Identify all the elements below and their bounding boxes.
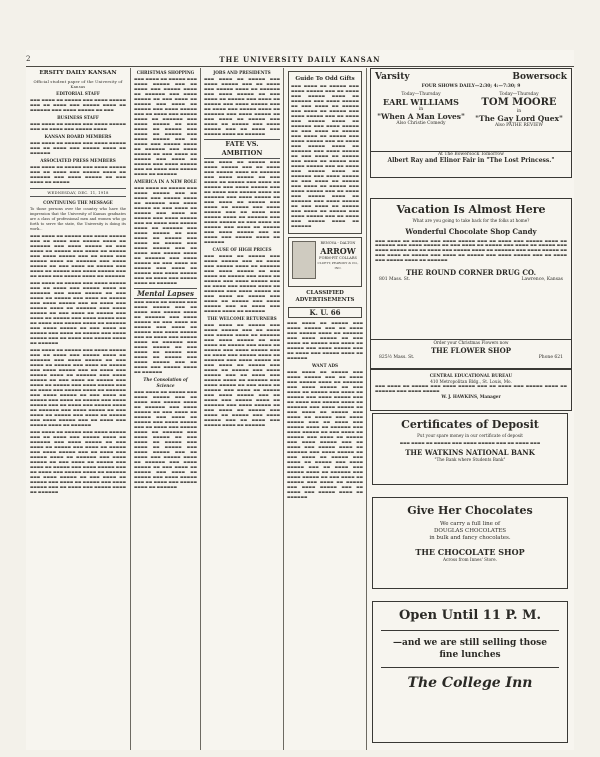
drug-store-name: THE ROUND CORNER DRUG CO. (405, 268, 537, 278)
lunch-tagline: —and we are still selling those fine lunches (393, 638, 547, 660)
classified-body: ▬▬▬ ▬▬▬▬ ▬▬ ▬▬▬▬▬ ▬▬▬ ▬▬▬▬ ▬▬▬▬▬ ▬▬▬ ▬▬ ▬▬▬▬ ▬▬▬ ▬▬▬▬▬ ▬▬▬▬ ▬▬ ▬▬▬▬▬▬ ▬▬▬ ▬▬▬▬ ▬▬▬▬▬ ▬▬ ▬▬▬ ▬▬▬▬ ▬▬ ▬▬▬▬▬ ▬▬▬ ▬▬▬▬ ▬▬ ▬▬▬▬▬ ▬▬▬ ▬▬▬▬ ▬▬▬▬▬ ▬▬▬ ▬▬ ▬▬▬▬ ▬▬▬ ▬▬▬▬▬ ▬▬▬▬ ▬▬ ▬▬▬▬▬▬ ▬▬▬ ▬▬▬▬ ▬▬▬▬▬ ▬▬ ▬▬▬ ▬▬▬▬ ▬▬ ▬▬▬▬▬ ▬▬▬ ▬▬▬▬ ▬▬ ▬▬▬▬▬ ▬▬▬ ▬▬▬▬ ▬▬▬▬▬ ▬▬▬ ▬▬ ▬▬▬▬ ▬▬▬ ▬▬▬▬▬ ▬▬▬▬ ▬▬ ▬▬▬▬▬▬ ▬▬▬ ▬▬▬▬ ▬▬▬▬▬ ▬▬ ▬▬▬ ▬▬▬▬ ▬▬ ▬▬▬▬▬ ▬▬▬ ▬▬▬▬ ▬▬ ▬▬▬▬▬ ▬▬▬ ▬▬▬▬ ▬▬▬▬▬ ▬▬▬ ▬▬ ▬▬▬▬ ▬▬▬ ▬▬▬▬▬ ▬▬▬▬ ▬▬ ▬▬▬▬▬▬ ▬▬▬ ▬▬▬▬ ▬▬▬▬▬ ▬▬ ▬▬▬ ▬▬▬▬ ▬▬ ▬▬▬▬▬ ▬▬▬ ▬▬▬▬ ▬▬ ▬▬▬▬▬ ▬▬▬ ▬▬▬▬ ▬▬▬▬▬ ▬▬▬ ▬▬ ▬▬▬▬ ▬▬▬ ▬▬▬▬▬ ▬▬▬▬ ▬▬ ▬▬▬▬▬▬ ▬▬▬ ▬▬▬▬ ▬▬▬▬▬ ▬▬ ▬▬▬ ▬▬▬▬ ▬▬ ▬▬▬▬▬ ▬▬▬ ▬▬▬▬ ▬▬ ▬▬▬▬▬ ▬▬▬ ▬▬▬▬ ▬▬▬▬▬ ▬▬▬ ▬▬ ▬▬▬▬ ▬▬▬ ▬▬▬▬▬ ▬▬▬▬ ▬▬ ▬▬▬▬▬▬ (287, 370, 363, 499)
article-headline: JOBS AND PRESIDENTS (213, 70, 271, 75)
article-body: ▬▬▬ ▬▬▬▬ ▬▬ ▬▬▬▬▬ ▬▬▬ ▬▬▬▬ ▬▬▬▬▬ ▬▬▬ ▬▬ ▬▬▬▬ ▬▬▬ ▬▬▬▬▬ ▬▬▬▬ ▬▬ ▬▬▬▬▬▬ ▬▬▬ ▬▬▬▬ ▬▬▬▬▬ ▬▬ ▬▬▬ ▬▬▬▬ ▬▬ ▬▬▬▬▬ ▬▬▬ ▬▬▬▬ ▬▬ ▬▬▬▬▬ ▬▬▬ ▬▬▬▬ ▬▬▬▬▬ ▬▬▬ ▬▬ ▬▬▬▬ ▬▬▬ ▬▬▬▬▬ ▬▬▬▬ ▬▬ ▬▬▬▬▬▬ ▬▬▬ ▬▬▬▬ ▬▬▬▬▬ ▬▬ ▬▬▬ ▬▬▬▬ ▬▬ ▬▬▬▬▬ ▬▬▬ ▬▬▬▬ ▬▬ ▬▬▬▬▬ ▬▬▬ ▬▬▬▬ ▬▬▬▬▬ ▬▬▬ ▬▬ ▬▬▬▬ ▬▬▬ ▬▬▬▬▬ ▬▬▬▬ ▬▬ ▬▬▬▬▬▬ (204, 77, 280, 136)
section-heading: EDITORIAL STAFF (56, 91, 100, 96)
christie-comedy: Also Christie Comedy (396, 121, 446, 126)
bureau-body: ▬▬▬ ▬▬▬▬ ▬▬ ▬▬▬▬▬ ▬▬▬ ▬▬▬▬ ▬▬▬▬▬ ▬▬▬ ▬▬ ▬▬▬▬ ▬▬▬ ▬▬▬▬▬ ▬▬▬▬ ▬▬ ▬▬▬▬▬▬ ▬▬▬ ▬▬▬▬ ▬▬▬▬▬ (375, 384, 567, 393)
college-inn-name: The College Inn (407, 675, 533, 691)
classified-body: ▬▬▬ ▬▬▬▬ ▬▬ ▬▬▬▬▬ ▬▬▬ ▬▬▬▬ ▬▬▬▬▬ ▬▬▬ ▬▬ ▬▬▬▬ ▬▬▬ ▬▬▬▬▬ ▬▬▬▬ ▬▬ ▬▬▬▬▬▬ ▬▬▬ ▬▬▬▬ ▬▬▬▬▬ ▬▬ ▬▬▬ ▬▬▬▬ ▬▬ ▬▬▬▬▬ ▬▬▬ ▬▬▬▬ ▬▬ ▬▬▬▬▬ ▬▬▬ ▬▬▬▬ ▬▬▬▬▬ ▬▬▬ ▬▬ ▬▬▬▬ ▬▬▬ ▬▬▬▬▬ ▬▬▬▬ ▬▬ ▬▬▬▬▬▬ (287, 321, 363, 360)
section-heading: KANSAN BOARD MEMBERS (44, 134, 112, 139)
article-body: ▬▬▬ ▬▬▬▬ ▬▬ ▬▬▬▬▬ ▬▬▬ ▬▬▬▬ ▬▬▬▬▬ ▬▬▬ ▬▬ ▬▬▬▬ ▬▬▬ ▬▬▬▬▬ ▬▬▬▬ ▬▬ ▬▬▬▬▬▬ ▬▬▬ ▬▬▬▬ ▬▬▬▬▬ ▬▬ ▬▬▬ ▬▬▬▬ ▬▬ ▬▬▬▬▬ ▬▬▬ ▬▬▬▬ ▬▬ ▬▬▬▬▬ ▬▬▬ ▬▬▬▬ ▬▬▬▬▬ ▬▬▬ ▬▬ ▬▬▬▬ ▬▬▬ ▬▬▬▬▬ ▬▬▬▬ ▬▬ ▬▬▬▬▬▬ ▬▬▬ ▬▬▬▬ ▬▬▬▬▬ ▬▬ ▬▬▬ ▬▬▬▬ ▬▬ ▬▬▬▬▬ ▬▬▬ ▬▬▬▬ ▬▬ ▬▬▬▬▬ ▬▬▬ ▬▬▬▬ ▬▬▬▬▬ ▬▬▬ ▬▬ ▬▬▬▬ ▬▬▬ ▬▬▬▬▬ ▬▬▬▬ ▬▬ ▬▬▬▬▬▬ ▬▬▬ ▬▬▬▬ ▬▬▬▬▬ ▬▬ ▬▬▬ ▬▬▬▬ ▬▬ ▬▬▬▬▬ ▬▬▬ ▬▬▬▬ ▬▬ ▬▬▬▬▬ ▬▬▬ ▬▬▬▬ ▬▬▬▬▬ ▬▬▬ ▬▬ ▬▬▬▬ ▬▬▬ ▬▬▬▬▬ ▬▬▬▬ ▬▬ ▬▬▬▬▬▬ (134, 186, 197, 285)
column-divider (130, 68, 131, 750)
column-divider (366, 68, 367, 750)
vacation-headline: Vacation Is Almost Here (396, 203, 546, 216)
verse-body: ▬▬▬ ▬▬▬▬ ▬▬ ▬▬▬▬▬ ▬▬▬ ▬▬▬▬ ▬▬▬▬▬ ▬▬▬ ▬▬ ▬▬▬▬ ▬▬▬ ▬▬▬▬▬ ▬▬▬▬ ▬▬ ▬▬▬▬▬▬ ▬▬▬ ▬▬▬▬ ▬▬▬▬▬ ▬▬ ▬▬▬ ▬▬▬▬ ▬▬ ▬▬▬▬▬ ▬▬▬ ▬▬▬▬ ▬▬ ▬▬▬▬▬ ▬▬▬ ▬▬▬▬ ▬▬▬▬▬ ▬▬▬ ▬▬ ▬▬▬▬ ▬▬▬ ▬▬▬▬▬ ▬▬▬▬ ▬▬ ▬▬▬▬▬▬ ▬▬▬ ▬▬▬▬ ▬▬▬▬▬ ▬▬ ▬▬▬ ▬▬▬▬ ▬▬ ▬▬▬▬▬ ▬▬▬ ▬▬▬▬ ▬▬ ▬▬▬▬▬ ▬▬▬ ▬▬▬▬ ▬▬▬▬▬ ▬▬▬ ▬▬ ▬▬▬▬ ▬▬▬ ▬▬▬▬▬ ▬▬▬▬ ▬▬ ▬▬▬▬▬▬ ▬▬▬ ▬▬▬▬ ▬▬▬▬▬ ▬▬ ▬▬▬ ▬▬▬▬ ▬▬ ▬▬▬▬▬ ▬▬▬ ▬▬▬▬ ▬▬ ▬▬▬▬▬ ▬▬▬ ▬▬▬▬ ▬▬▬▬▬ ▬▬▬ ▬▬ ▬▬▬▬ ▬▬▬ ▬▬▬▬▬ ▬▬▬▬ ▬▬ ▬▬▬▬▬▬ (134, 390, 197, 489)
pathe-review: Also PATHE REVIEW (494, 123, 543, 128)
chocolate-shop-address: Across from Innes' Store. (443, 557, 497, 562)
deposit-body: ▬▬▬ ▬▬▬▬ ▬▬ ▬▬▬▬▬ ▬▬▬ ▬▬▬▬ ▬▬▬▬▬ ▬▬▬ ▬▬ ▬▬▬▬ ▬▬▬ (399, 440, 541, 445)
editorial-body: ▬▬▬ ▬▬▬▬ ▬▬ ▬▬▬▬▬ ▬▬▬ ▬▬▬▬ ▬▬▬▬▬ ▬▬▬ ▬▬ ▬▬▬▬ ▬▬▬ ▬▬▬▬▬ ▬▬▬▬ ▬▬ ▬▬▬▬▬▬ ▬▬▬ ▬▬▬▬ ▬▬▬▬▬ ▬▬ ▬▬▬ ▬▬▬▬ ▬▬ ▬▬▬▬▬ ▬▬▬ ▬▬▬▬ ▬▬ ▬▬▬▬▬ ▬▬▬ ▬▬▬▬ ▬▬▬▬▬ ▬▬▬ ▬▬ ▬▬▬▬ ▬▬▬ ▬▬▬▬▬ ▬▬▬▬ ▬▬ ▬▬▬▬▬▬ ▬▬▬ ▬▬▬▬ ▬▬▬▬▬ ▬▬ ▬▬▬ ▬▬▬▬ ▬▬ ▬▬▬▬▬ ▬▬▬ ▬▬▬▬ ▬▬ ▬▬▬▬▬ ▬▬▬ ▬▬▬▬ ▬▬▬▬▬ ▬▬▬ ▬▬ ▬▬▬▬ ▬▬▬ ▬▬▬▬▬ ▬▬▬▬ ▬▬ ▬▬▬▬▬▬ (30, 234, 126, 278)
open-hours-headline: Open Until 11 P. M. (398, 608, 542, 623)
show-times: FOUR SHOWS DAILY—2:30; 4:—7:30; 9 (421, 84, 521, 89)
section-heading: ASSOCIATED PRESS MEMBERS (40, 158, 116, 163)
today-label: Today—Thursday (401, 92, 441, 97)
bank-slogan: "The Bank where Students Bank" (434, 457, 506, 463)
flower-address: 825½ Mass. St. (379, 354, 415, 360)
flower-order-line: Order your Christmas Flowers now (433, 340, 509, 345)
chocolate-shop-ad (372, 497, 568, 589)
article-headline: THE WELCOME RETURNERS (207, 316, 277, 321)
bureau-name: CENTRAL EDUCATIONAL BUREAU (429, 373, 513, 378)
gift-guide-box (288, 71, 362, 234)
article-body: ▬▬▬ ▬▬▬▬ ▬▬ ▬▬▬▬▬ ▬▬▬ ▬▬▬▬ ▬▬▬▬▬ ▬▬▬ ▬▬ ▬▬▬▬ ▬▬▬ ▬▬▬▬▬ ▬▬▬▬ ▬▬ ▬▬▬▬▬▬ ▬▬▬ ▬▬▬▬ ▬▬▬▬▬ ▬▬ ▬▬▬ ▬▬▬▬ ▬▬ ▬▬▬▬▬ ▬▬▬ ▬▬▬▬ ▬▬ ▬▬▬▬▬ ▬▬▬ ▬▬▬▬ ▬▬▬▬▬ ▬▬▬ ▬▬ ▬▬▬▬ ▬▬▬ ▬▬▬▬▬ ▬▬▬▬ ▬▬ ▬▬▬▬▬▬ ▬▬▬ ▬▬▬▬ ▬▬▬▬▬ ▬▬ ▬▬▬ ▬▬▬▬ ▬▬ ▬▬▬▬▬ ▬▬▬ ▬▬▬▬ ▬▬ ▬▬▬▬▬ ▬▬▬ ▬▬▬▬ ▬▬▬▬▬ ▬▬▬ ▬▬ ▬▬▬▬ ▬▬▬ ▬▬▬▬▬ ▬▬▬▬ ▬▬ ▬▬▬▬▬▬ (204, 254, 280, 313)
today-label: Today—Thursday (499, 92, 539, 97)
flower-phone: Phone 621 (538, 354, 563, 360)
drug-store-city: Lawrence, Kansas (521, 277, 563, 283)
page-number: 2 (26, 55, 32, 63)
arrow-collar-ad (288, 237, 362, 287)
article-headline: AMERICA IN A NEW ROLE (134, 179, 197, 184)
date-line: WEDNESDAY, DEC. 11, 1918 (30, 188, 126, 197)
phone-number-box: K. U. 66 (288, 307, 362, 318)
column-divider (200, 68, 201, 750)
chocolates-line3: in bulk and fancy chocolates. (429, 535, 511, 541)
education-bureau-ad (370, 369, 572, 411)
body-text: ▬▬▬ ▬▬▬▬ ▬▬ ▬▬▬▬▬ ▬▬▬ ▬▬▬▬ ▬▬▬▬▬ ▬▬▬ ▬▬ ▬▬▬▬ ▬▬▬ ▬▬▬▬▬ ▬▬▬▬ ▬▬ ▬▬▬▬▬▬ ▬▬▬ ▬▬▬▬ ▬▬▬▬▬ ▬▬ ▬▬▬ ▬▬▬▬ ▬▬ ▬▬▬▬▬ (30, 165, 126, 184)
bureau-manager: W. J. HAWKINS, Manager (441, 393, 501, 399)
article-headline: CAUSE OF HIGH PRICES (212, 247, 272, 252)
verse-body: ▬▬▬ ▬▬▬▬ ▬▬ ▬▬▬▬▬ ▬▬▬ ▬▬▬▬ ▬▬▬▬▬ ▬▬▬ ▬▬ ▬▬▬▬ ▬▬▬ ▬▬▬▬▬ ▬▬▬▬ ▬▬ ▬▬▬▬▬▬ ▬▬▬ ▬▬▬▬ ▬▬▬▬▬ ▬▬ ▬▬▬ ▬▬▬▬ ▬▬ ▬▬▬▬▬ ▬▬▬ ▬▬▬▬ ▬▬ ▬▬▬▬▬ ▬▬▬ ▬▬▬▬ ▬▬▬▬▬ ▬▬▬ ▬▬ ▬▬▬▬ ▬▬▬ ▬▬▬▬▬ ▬▬▬▬ ▬▬ ▬▬▬▬▬▬ ▬▬▬ ▬▬▬▬ ▬▬▬▬▬ ▬▬ ▬▬▬ ▬▬▬▬ ▬▬ ▬▬▬▬▬ ▬▬▬ ▬▬▬▬ ▬▬ ▬▬▬▬▬ ▬▬▬ ▬▬▬▬ ▬▬▬▬▬ ▬▬▬ ▬▬ ▬▬▬▬ ▬▬▬ ▬▬▬▬▬ ▬▬▬▬ ▬▬ ▬▬▬▬▬▬ (134, 300, 197, 374)
next-show-label: At The Bowersock Tomorrow (438, 152, 504, 157)
arrow-brand: ARROW (320, 246, 356, 256)
vacation-body: ▬▬▬ ▬▬▬▬ ▬▬ ▬▬▬▬▬ ▬▬▬ ▬▬▬▬ ▬▬▬▬▬ ▬▬▬ ▬▬ ▬▬▬▬ ▬▬▬ ▬▬▬▬▬ ▬▬▬▬ ▬▬ ▬▬▬▬▬▬ ▬▬▬ ▬▬▬▬ ▬▬▬▬▬ ▬▬ ▬▬▬ ▬▬▬▬ ▬▬ ▬▬▬▬▬ ▬▬▬ ▬▬▬▬ ▬▬ ▬▬▬▬▬ ▬▬▬ ▬▬▬▬ ▬▬▬▬▬ ▬▬▬ ▬▬ ▬▬▬▬ ▬▬▬ ▬▬▬▬▬ ▬▬▬▬ ▬▬ ▬▬▬▬▬▬ ▬▬▬ ▬▬▬▬ ▬▬▬▬▬ ▬▬ ▬▬▬ ▬▬▬▬ ▬▬ ▬▬▬▬▬ ▬▬▬ ▬▬▬▬ ▬▬ ▬▬▬▬▬ ▬▬▬ ▬▬▬▬ ▬▬▬▬▬ ▬▬▬ ▬▬ ▬▬▬▬ ▬▬▬ ▬▬▬▬▬ ▬▬▬▬ ▬▬ ▬▬▬▬▬▬ (375, 238, 567, 262)
paper-subtitle: Official student paper of the University of Kansas (33, 79, 123, 89)
bank-ad (372, 413, 568, 485)
staff-list: ▬▬▬ ▬▬▬▬ ▬▬ ▬▬▬▬▬ ▬▬▬ ▬▬▬▬ ▬▬▬▬▬ ▬▬▬ ▬▬ ▬▬▬▬ ▬▬▬ ▬▬▬▬▬ ▬▬▬▬ ▬▬ ▬▬▬▬▬▬ ▬▬▬ ▬▬▬▬ ▬▬▬▬▬ ▬▬ ▬▬▬ (30, 98, 126, 112)
film-gay-lord-quex: "The Gay Lord Quex" (475, 114, 563, 123)
article-headline-large: FATE VS. AMBITION (204, 139, 280, 159)
editorial-headline: CONTINUING THE MESSAGE (43, 200, 113, 205)
editorial-body: ▬▬▬ ▬▬▬▬ ▬▬ ▬▬▬▬▬ ▬▬▬ ▬▬▬▬ ▬▬▬▬▬ ▬▬▬ ▬▬ ▬▬▬▬ ▬▬▬ ▬▬▬▬▬ ▬▬▬▬ ▬▬ ▬▬▬▬▬▬ ▬▬▬ ▬▬▬▬ ▬▬▬▬▬ ▬▬ ▬▬▬ ▬▬▬▬ ▬▬ ▬▬▬▬▬ ▬▬▬ ▬▬▬▬ ▬▬ ▬▬▬▬▬ ▬▬▬ ▬▬▬▬ ▬▬▬▬▬ ▬▬▬ ▬▬ ▬▬▬▬ ▬▬▬ ▬▬▬▬▬ ▬▬▬▬ ▬▬ ▬▬▬▬▬▬ ▬▬▬ ▬▬▬▬ ▬▬▬▬▬ ▬▬ ▬▬▬ ▬▬▬▬ ▬▬ ▬▬▬▬▬ ▬▬▬ ▬▬▬▬ ▬▬ ▬▬▬▬▬ ▬▬▬ ▬▬▬▬ ▬▬▬▬▬ ▬▬▬ ▬▬ ▬▬▬▬ ▬▬▬ ▬▬▬▬▬ ▬▬▬▬ ▬▬ ▬▬▬▬▬▬ ▬▬▬ ▬▬▬▬ ▬▬▬▬▬ ▬▬ ▬▬▬ ▬▬▬▬ ▬▬ ▬▬▬▬▬ ▬▬▬ ▬▬▬▬ ▬▬ ▬▬▬▬▬ ▬▬▬ ▬▬▬▬ ▬▬▬▬▬ ▬▬▬ ▬▬ ▬▬▬▬ ▬▬▬ ▬▬▬▬▬ ▬▬▬▬ ▬▬ ▬▬▬▬▬▬ (30, 281, 126, 345)
varsity-name: Varsity (375, 72, 410, 82)
editorial-body: To those persons over the country who have the impression that the University of Kansas graduates are a class of professional men and women who go forth to serve the state, the University is doing its work... (30, 207, 126, 231)
man-portrait-illustration (292, 241, 316, 279)
classified-title: CLASSIFIED ADVERTISEMENTS (295, 290, 355, 303)
column-gifts-classified (287, 68, 363, 748)
column-title-mental-lapses: Mental Lapses (134, 288, 197, 299)
next-show-title: Albert Ray and Elinor Fair in "The Lost Princess." (387, 157, 555, 164)
staff-list: ▬▬▬ ▬▬▬▬ ▬▬ ▬▬▬▬▬ ▬▬▬ ▬▬▬▬ ▬▬▬▬▬ ▬▬▬ ▬▬ ▬▬▬▬ ▬▬▬ ▬▬▬▬▬ ▬▬▬▬ ▬▬ ▬▬▬▬▬▬ (30, 141, 126, 155)
drug-store-ad (370, 198, 572, 340)
film-when-a-man-loves: "When A Man Loves" (377, 112, 465, 121)
gift-guide-title: Guide To Odd Gifts (295, 76, 355, 82)
star-earl-williams: EARL WILLIAMS (383, 97, 459, 107)
article-body: ▬▬▬ ▬▬▬▬ ▬▬ ▬▬▬▬▬ ▬▬▬ ▬▬▬▬ ▬▬▬▬▬ ▬▬▬ ▬▬ ▬▬▬▬ ▬▬▬ ▬▬▬▬▬ ▬▬▬▬ ▬▬ ▬▬▬▬▬▬ ▬▬▬ ▬▬▬▬ ▬▬▬▬▬ ▬▬ ▬▬▬ ▬▬▬▬ ▬▬ ▬▬▬▬▬ ▬▬▬ ▬▬▬▬ ▬▬ ▬▬▬▬▬ ▬▬▬ ▬▬▬▬ ▬▬▬▬▬ ▬▬▬ ▬▬ ▬▬▬▬ ▬▬▬ ▬▬▬▬▬ ▬▬▬▬ ▬▬ ▬▬▬▬▬▬ ▬▬▬ ▬▬▬▬ ▬▬▬▬▬ ▬▬ ▬▬▬ ▬▬▬▬ ▬▬ ▬▬▬▬▬ ▬▬▬ ▬▬▬▬ ▬▬ ▬▬▬▬▬ ▬▬▬ ▬▬▬▬ ▬▬▬▬▬ ▬▬▬ ▬▬ ▬▬▬▬ ▬▬▬ ▬▬▬▬▬ ▬▬▬▬ ▬▬ ▬▬▬▬▬▬ ▬▬▬ ▬▬▬▬ ▬▬▬▬▬ ▬▬ ▬▬▬ ▬▬▬▬ ▬▬ ▬▬▬▬▬ ▬▬▬ ▬▬▬▬ ▬▬ ▬▬▬▬▬ ▬▬▬ ▬▬▬▬ ▬▬▬▬▬ ▬▬▬ ▬▬ ▬▬▬▬ ▬▬▬ ▬▬▬▬▬ ▬▬▬▬ ▬▬ ▬▬▬▬▬▬ (134, 77, 197, 176)
candy-feature: Wonderful Chocolate Shop Candy (405, 226, 537, 236)
in-label: in (418, 107, 424, 112)
column-divider (283, 68, 284, 750)
chocolates-line2: DOUGLAS CHOCOLATES (433, 528, 507, 534)
gift-guide-body: ▬▬▬ ▬▬▬▬ ▬▬ ▬▬▬▬▬ ▬▬▬ ▬▬▬▬ ▬▬▬▬▬ ▬▬▬ ▬▬ ▬▬▬▬ ▬▬▬ ▬▬▬▬▬ ▬▬▬▬ ▬▬ ▬▬▬▬▬▬ ▬▬▬ ▬▬▬▬ ▬▬▬▬▬ ▬▬ ▬▬▬ ▬▬▬▬ ▬▬ ▬▬▬▬▬ ▬▬▬ ▬▬▬▬ ▬▬ ▬▬▬▬▬ ▬▬▬ ▬▬▬▬ ▬▬▬▬▬ ▬▬▬ ▬▬ ▬▬▬▬ ▬▬▬ ▬▬▬▬▬ ▬▬▬▬ ▬▬ ▬▬▬▬▬▬ ▬▬▬ ▬▬▬▬ ▬▬▬▬▬ ▬▬ ▬▬▬ ▬▬▬▬ ▬▬ ▬▬▬▬▬ ▬▬▬ ▬▬▬▬ ▬▬ ▬▬▬▬▬ ▬▬▬ ▬▬▬▬ ▬▬▬▬▬ ▬▬▬ ▬▬ ▬▬▬▬ ▬▬▬ ▬▬▬▬▬ ▬▬▬▬ ▬▬ ▬▬▬▬▬▬ ▬▬▬ ▬▬▬▬ ▬▬▬▬▬ ▬▬ ▬▬▬ ▬▬▬▬ ▬▬ ▬▬▬▬▬ ▬▬▬ ▬▬▬▬ ▬▬ ▬▬▬▬▬ ▬▬▬ ▬▬▬▬ ▬▬▬▬▬ ▬▬▬ ▬▬ ▬▬▬▬ ▬▬▬ ▬▬▬▬▬ ▬▬▬▬ ▬▬ ▬▬▬▬▬▬ ▬▬▬ ▬▬▬▬ ▬▬▬▬▬ ▬▬ ▬▬▬ ▬▬▬▬ ▬▬ ▬▬▬▬▬ ▬▬▬ ▬▬▬▬ ▬▬ ▬▬▬▬▬ ▬▬▬ ▬▬▬▬ ▬▬▬▬▬ ▬▬▬ ▬▬ ▬▬▬▬ ▬▬▬ ▬▬▬▬▬ ▬▬▬▬ ▬▬ ▬▬▬▬▬▬ ▬▬▬ ▬▬▬▬ ▬▬▬▬▬ ▬▬ ▬▬▬ ▬▬▬▬ ▬▬ ▬▬▬▬▬ ▬▬▬ ▬▬▬▬ ▬▬ ▬▬▬▬▬ ▬▬▬ ▬▬▬▬ ▬▬▬▬▬ ▬▬▬ ▬▬ ▬▬▬▬ ▬▬▬ ▬▬▬▬▬ ▬▬▬▬ ▬▬ ▬▬▬▬▬▬ (291, 84, 359, 228)
paper-title: THE UNIVERSITY DAILY KANSAN (219, 55, 381, 64)
chocolates-line1: We carry a full line of (440, 521, 500, 527)
flower-shop-name: THE FLOWER SHOP (430, 345, 512, 355)
college-inn-ad (372, 601, 568, 743)
star-tom-moore: TOM MOORE (481, 97, 557, 108)
chocolates-headline: Give Her Chocolates (407, 504, 533, 517)
article-body: ▬▬▬ ▬▬▬▬ ▬▬ ▬▬▬▬▬ ▬▬▬ ▬▬▬▬ ▬▬▬▬▬ ▬▬▬ ▬▬ ▬▬▬▬ ▬▬▬ ▬▬▬▬▬ ▬▬▬▬ ▬▬ ▬▬▬▬▬▬ ▬▬▬ ▬▬▬▬ ▬▬▬▬▬ ▬▬ ▬▬▬ ▬▬▬▬ ▬▬ ▬▬▬▬▬ ▬▬▬ ▬▬▬▬ ▬▬ ▬▬▬▬▬ ▬▬▬ ▬▬▬▬ ▬▬▬▬▬ ▬▬▬ ▬▬ ▬▬▬▬ ▬▬▬ ▬▬▬▬▬ ▬▬▬▬ ▬▬ ▬▬▬▬▬▬ ▬▬▬ ▬▬▬▬ ▬▬▬▬▬ ▬▬ ▬▬▬ ▬▬▬▬ ▬▬ ▬▬▬▬▬ ▬▬▬ ▬▬▬▬ ▬▬ ▬▬▬▬▬ ▬▬▬ ▬▬▬▬ ▬▬▬▬▬ ▬▬▬ ▬▬ ▬▬▬▬ ▬▬▬ ▬▬▬▬▬ ▬▬▬▬ ▬▬ ▬▬▬▬▬▬ ▬▬▬ ▬▬▬▬ ▬▬▬▬▬ ▬▬ ▬▬▬ ▬▬▬▬ ▬▬ ▬▬▬▬▬ ▬▬▬ ▬▬▬▬ ▬▬ ▬▬▬▬▬ ▬▬▬ ▬▬▬▬ ▬▬▬▬▬ ▬▬▬ ▬▬ ▬▬▬▬ ▬▬▬ ▬▬▬▬▬ ▬▬▬▬ ▬▬ ▬▬▬▬▬▬ ▬▬▬ ▬▬▬▬ ▬▬▬▬▬ ▬▬ ▬▬▬ ▬▬▬▬ ▬▬ ▬▬▬▬▬ ▬▬▬ ▬▬▬▬ ▬▬ ▬▬▬▬▬ ▬▬▬ ▬▬▬▬ ▬▬▬▬▬ ▬▬▬ ▬▬ ▬▬▬▬ ▬▬▬ ▬▬▬▬▬ ▬▬▬▬ ▬▬ ▬▬▬▬▬▬ (204, 323, 280, 427)
bureau-address: 410 Metropolitan Bldg., St. Louis, Mo. (430, 378, 512, 384)
column-shopping (134, 68, 197, 748)
chocolate-shop-name: THE CHOCOLATE SHOP (415, 547, 525, 557)
section-heading: BUSINESS STAFF (57, 115, 99, 120)
bowersock-name: Bowersock (512, 72, 567, 82)
theater-ad: Varsity Bowersock FOUR SHOWS DAILY—2:30; 4:—7:30; 9 Today—Thursday EARL WILLIAMS in "When A Man Loves" Also Christie Comedy Today—Thursday TOM MOORE in "The Gay Lord Quex" Also PATHE REVIEW At The Bowersock Tomorrow Albert Ray and Elinor Fair in "The Lost Princess." (370, 68, 572, 178)
paper-nameplate: ERSITY DAILY KANSAN (39, 70, 117, 76)
masthead-rule (26, 66, 574, 67)
collar-styles: RENOVA - DALTON (320, 241, 356, 245)
maker-name: CLUETT, PEABODY & CO., INC. (317, 261, 359, 270)
article-headline: CHRISTMAS SHOPPING (136, 70, 195, 75)
deposit-headline: Certificates of Deposit (401, 418, 539, 431)
verse-title: The Consolation of Science (143, 377, 188, 388)
staff-list: ▬▬▬ ▬▬▬▬ ▬▬ ▬▬▬▬▬ ▬▬▬ ▬▬▬▬ ▬▬▬▬▬ ▬▬▬ ▬▬ ▬▬▬▬ ▬▬▬ ▬▬▬▬▬ ▬▬▬▬ (30, 122, 126, 131)
column-news (204, 68, 280, 748)
flower-shop-ad (370, 340, 572, 369)
collar-tagline: FORM-FIT COLLARS (319, 256, 357, 260)
article-body: ▬▬▬ ▬▬▬▬ ▬▬ ▬▬▬▬▬ ▬▬▬ ▬▬▬▬ ▬▬▬▬▬ ▬▬▬ ▬▬ ▬▬▬▬ ▬▬▬ ▬▬▬▬▬ ▬▬▬▬ ▬▬ ▬▬▬▬▬▬ ▬▬▬ ▬▬▬▬ ▬▬▬▬▬ ▬▬ ▬▬▬ ▬▬▬▬ ▬▬ ▬▬▬▬▬ ▬▬▬ ▬▬▬▬ ▬▬ ▬▬▬▬▬ ▬▬▬ ▬▬▬▬ ▬▬▬▬▬ ▬▬▬ ▬▬ ▬▬▬▬ ▬▬▬ ▬▬▬▬▬ ▬▬▬▬ ▬▬ ▬▬▬▬▬▬ ▬▬▬ ▬▬▬▬ ▬▬▬▬▬ ▬▬ ▬▬▬ ▬▬▬▬ ▬▬ ▬▬▬▬▬ ▬▬▬ ▬▬▬▬ ▬▬ ▬▬▬▬▬ ▬▬▬ ▬▬▬▬ ▬▬▬▬▬ ▬▬▬ ▬▬ ▬▬▬▬ ▬▬▬ ▬▬▬▬▬ ▬▬▬▬ ▬▬ ▬▬▬▬▬▬ ▬▬▬ ▬▬▬▬ ▬▬▬▬▬ ▬▬ ▬▬▬ ▬▬▬▬ ▬▬ ▬▬▬▬▬ ▬▬▬ ▬▬▬▬ ▬▬ ▬▬▬▬▬ ▬▬▬ ▬▬▬▬ ▬▬▬▬▬ ▬▬▬ ▬▬ ▬▬▬▬ ▬▬▬ ▬▬▬▬▬ ▬▬▬▬ ▬▬ ▬▬▬▬▬▬ (204, 160, 280, 244)
editorial-body: ▬▬▬ ▬▬▬▬ ▬▬ ▬▬▬▬▬ ▬▬▬ ▬▬▬▬ ▬▬▬▬▬ ▬▬▬ ▬▬ ▬▬▬▬ ▬▬▬ ▬▬▬▬▬ ▬▬▬▬ ▬▬ ▬▬▬▬▬▬ ▬▬▬ ▬▬▬▬ ▬▬▬▬▬ ▬▬ ▬▬▬ ▬▬▬▬ ▬▬ ▬▬▬▬▬ ▬▬▬ ▬▬▬▬ ▬▬ ▬▬▬▬▬ ▬▬▬ ▬▬▬▬ ▬▬▬▬▬ ▬▬▬ ▬▬ ▬▬▬▬ ▬▬▬ ▬▬▬▬▬ ▬▬▬▬ ▬▬ ▬▬▬▬▬▬ ▬▬▬ ▬▬▬▬ ▬▬▬▬▬ ▬▬ ▬▬▬ ▬▬▬▬ ▬▬ ▬▬▬▬▬ ▬▬▬ ▬▬▬▬ ▬▬ ▬▬▬▬▬ ▬▬▬ ▬▬▬▬ ▬▬▬▬▬ ▬▬▬ ▬▬ ▬▬▬▬ ▬▬▬ ▬▬▬▬▬ ▬▬▬▬ ▬▬ ▬▬▬▬▬▬ ▬▬▬ ▬▬▬▬ ▬▬▬▬▬ ▬▬ ▬▬▬ ▬▬▬▬ ▬▬ ▬▬▬▬▬ ▬▬▬ ▬▬▬▬ ▬▬ ▬▬▬▬▬ ▬▬▬ ▬▬▬▬ ▬▬▬▬▬ ▬▬▬ ▬▬ ▬▬▬▬ ▬▬▬ ▬▬▬▬▬ ▬▬▬▬ ▬▬ ▬▬▬▬▬▬ ▬▬▬ ▬▬▬▬ ▬▬▬▬▬ ▬▬ ▬▬▬ ▬▬▬▬ ▬▬ ▬▬▬▬▬ ▬▬▬ ▬▬▬▬ ▬▬ ▬▬▬▬▬ ▬▬▬ ▬▬▬▬ ▬▬▬▬▬ ▬▬▬ ▬▬ ▬▬▬▬ ▬▬▬ ▬▬▬▬▬ ▬▬▬▬ ▬▬ ▬▬▬▬▬▬ (30, 348, 126, 427)
column-editorial (30, 68, 126, 748)
deposit-sub: Put your spare money in our certificate of deposit (417, 433, 523, 438)
editorial-body: ▬▬▬ ▬▬▬▬ ▬▬ ▬▬▬▬▬ ▬▬▬ ▬▬▬▬ ▬▬▬▬▬ ▬▬▬ ▬▬ ▬▬▬▬ ▬▬▬ ▬▬▬▬▬ ▬▬▬▬ ▬▬ ▬▬▬▬▬▬ ▬▬▬ ▬▬▬▬ ▬▬▬▬▬ ▬▬ ▬▬▬ ▬▬▬▬ ▬▬ ▬▬▬▬▬ ▬▬▬ ▬▬▬▬ ▬▬ ▬▬▬▬▬ ▬▬▬ ▬▬▬▬ ▬▬▬▬▬ ▬▬▬ ▬▬ ▬▬▬▬ ▬▬▬ ▬▬▬▬▬ ▬▬▬▬ ▬▬ ▬▬▬▬▬▬ ▬▬▬ ▬▬▬▬ ▬▬▬▬▬ ▬▬ ▬▬▬ ▬▬▬▬ ▬▬ ▬▬▬▬▬ ▬▬▬ ▬▬▬▬ ▬▬ ▬▬▬▬▬ ▬▬▬ ▬▬▬▬ ▬▬▬▬▬ ▬▬▬ ▬▬ ▬▬▬▬ ▬▬▬ ▬▬▬▬▬ ▬▬▬▬ ▬▬ ▬▬▬▬▬▬ ▬▬▬ ▬▬▬▬ ▬▬▬▬▬ ▬▬ ▬▬▬ ▬▬▬▬ ▬▬ ▬▬▬▬▬ ▬▬▬ ▬▬▬▬ ▬▬ ▬▬▬▬▬ ▬▬▬ ▬▬▬▬ ▬▬▬▬▬ ▬▬▬ ▬▬ ▬▬▬▬ ▬▬▬ ▬▬▬▬▬ ▬▬▬▬ ▬▬ ▬▬▬▬▬▬ (30, 430, 126, 494)
want-ads-heading: WANT ADS (312, 363, 338, 368)
bank-name: THE WATKINS NATIONAL BANK (405, 448, 535, 458)
vacation-sub: What are you going to take back for the folks at home? (412, 218, 530, 223)
drug-store-address: 801 Mass. St. (379, 277, 411, 283)
